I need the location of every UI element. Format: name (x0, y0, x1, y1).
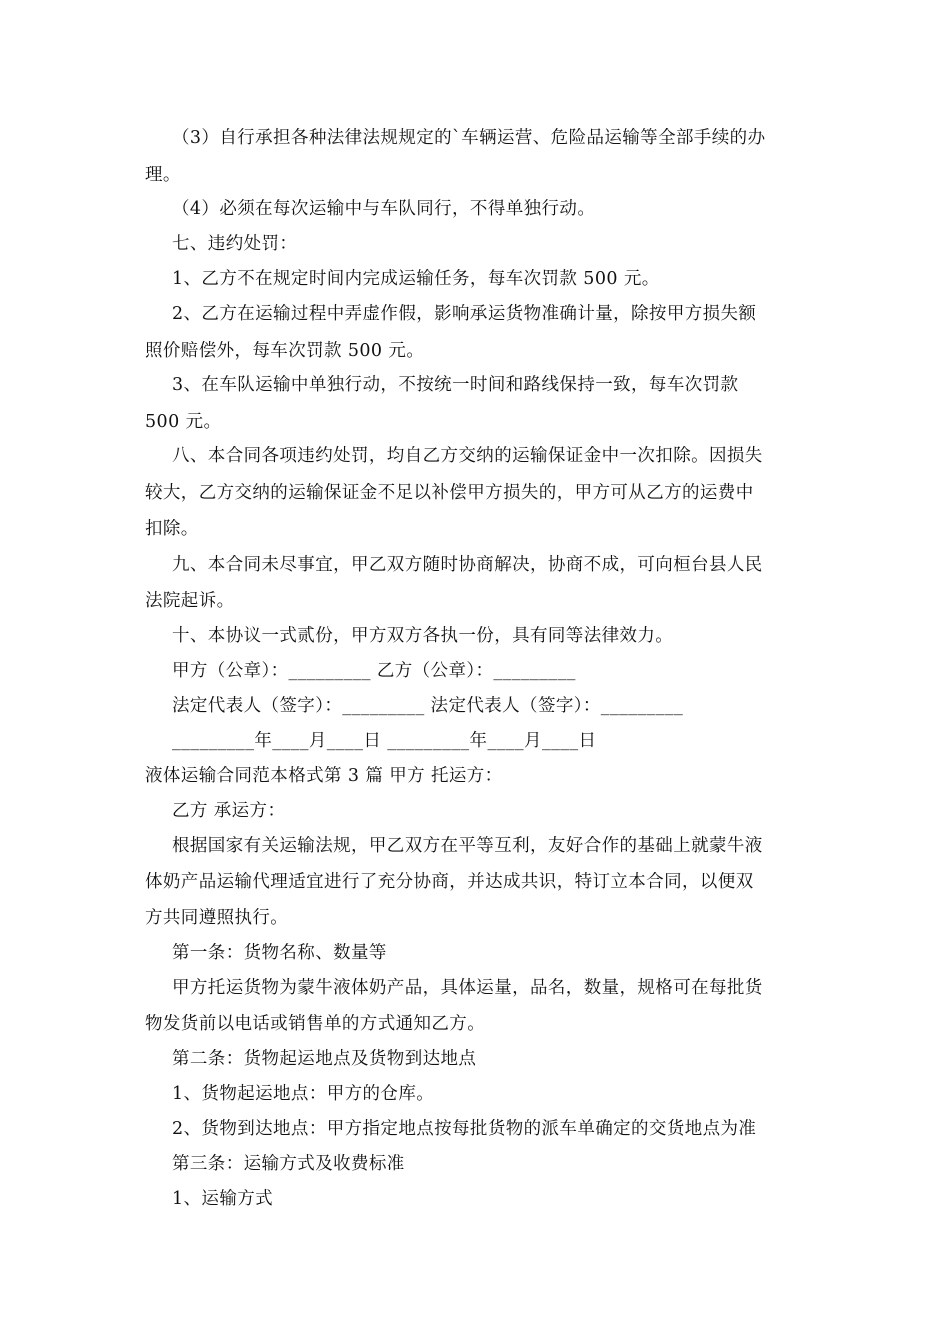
text-line: 扣除。 (145, 519, 199, 539)
text-line: 理。 (145, 165, 181, 185)
text-line: 物发货前以电话或销售单的方式通知乙方。 (145, 1014, 486, 1034)
text-line: 较大，乙方交纳的运输保证金不足以补偿甲方损失的，甲方可从乙方的运费中 (145, 483, 754, 503)
section-heading: 第一条：货物名称、数量等 (172, 943, 387, 963)
text-line: 1、货物起运地点：甲方的仓库。 (172, 1084, 435, 1104)
text-line: 1、运输方式 (172, 1189, 274, 1209)
text-line: （4）必须在每次运输中与车队同行，不得单独行动。 (172, 199, 596, 219)
text-line: 1、乙方不在规定时间内完成运输任务，每车次罚款 500 元。 (172, 269, 660, 289)
text-line: 法院起诉。 (145, 591, 235, 611)
signature-line: 甲方（公章）：_________ 乙方（公章）：_________ (172, 661, 576, 681)
text-line: 2、乙方在运输过程中弄虚作假，影响承运货物准确计量，除按甲方损失额 (172, 304, 757, 324)
section-title: 液体运输合同范本格式第 3 篇 甲方 托运方： (145, 766, 503, 786)
text-line: 体奶产品运输代理适宜进行了充分协商，并达成共识，特订立本合同，以便双 (145, 872, 754, 892)
text-line: 照价赔偿外，每车次罚款 500 元。 (145, 341, 425, 361)
section-heading: 第三条：运输方式及收费标准 (172, 1154, 405, 1174)
text-line: 九、本合同未尽事宜，甲乙双方随时协商解决，协商不成，可向桓台县人民 (172, 555, 763, 575)
signature-line: 法定代表人（签字）：_________ 法定代表人（签字）：_________ (172, 696, 684, 716)
text-line: （3）自行承担各种法律法规规定的`车辆运营、危险品运输等全部手续的办 (172, 128, 766, 148)
date-line: _________年____月____日 _________年____月____日 (172, 731, 597, 751)
section-heading: 第二条：货物起运地点及货物到达地点 (172, 1049, 477, 1069)
text-line: 2、货物到达地点：甲方指定地点按每批货物的派车单确定的交货地点为准 (172, 1119, 757, 1139)
text-line: 乙方 承运方： (172, 801, 286, 821)
text-line: 八、本合同各项违约处罚，均自乙方交纳的运输保证金中一次扣除。因损失 (172, 446, 763, 466)
text-line: 500 元。 (145, 412, 222, 432)
text-line: 甲方托运货物为蒙牛液体奶产品，具体运量，品名，数量，规格可在每批货 (172, 978, 763, 998)
text-line: 3、在车队运输中单独行动，不按统一时间和路线保持一致，每车次罚款 (172, 375, 739, 395)
text-line: 十、本协议一式贰份，甲方双方各执一份，具有同等法律效力。 (172, 626, 674, 646)
text-line: 方共同遵照执行。 (145, 908, 289, 928)
section-heading: 七、违约处罚： (172, 234, 298, 254)
text-line: 根据国家有关运输法规，甲乙双方在平等互利，友好合作的基础上就蒙牛液 (172, 836, 763, 856)
